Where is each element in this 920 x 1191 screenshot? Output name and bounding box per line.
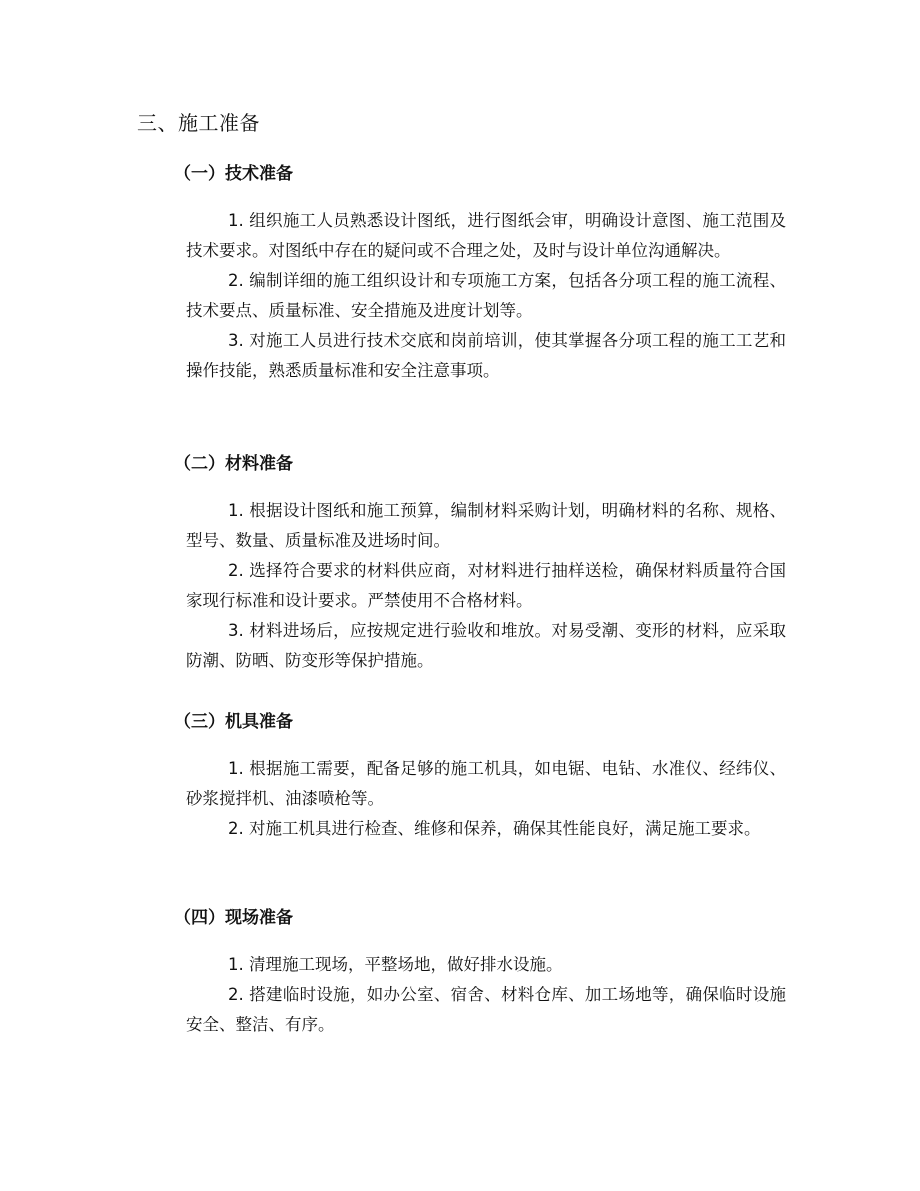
section-heading: （二）材料准备: [174, 454, 293, 474]
section-heading: （四）现场准备: [174, 908, 293, 928]
paragraph: 2. 选择符合要求的材料供应商，对材料进行抽样送检，确保材料质量符合国家现行标准和设计要求。严禁使用不合格材料。: [186, 561, 786, 610]
section-materials: [136, 452, 786, 676]
paragraph: 2. 搭建临时设施，如办公室、宿舍、材料仓库、加工场地等，确保临时设施安全、整洁、有序。: [186, 985, 786, 1034]
paragraph: 1. 根据设计图纸和施工预算，编制材料采购计划，明确材料的名称、规格、型号、数量、质量标准及进场时间。: [186, 501, 786, 550]
section-site: [136, 906, 786, 1040]
paragraph: 2. 编制详细的施工组织设计和专项施工方案，包括各分项工程的施工流程、技术要点、质量标准、安全措施及进度计划等。: [186, 271, 786, 320]
section-equipment: [136, 710, 786, 844]
paragraph-list: [186, 206, 786, 386]
paragraph: 3. 对施工人员进行技术交底和岗前培训，使其掌握各分项工程的施工工艺和操作技能，熟悉质量标准和安全注意事项。: [186, 331, 786, 380]
paragraph: 3. 材料进场后，应按规定进行验收和堆放。对易受潮、变形的材料，应采取防潮、防晒、防变形等保护措施。: [186, 621, 786, 670]
paragraph: 1. 清理施工现场，平整场地，做好排水设施。: [228, 955, 563, 974]
section-heading: （三）机具准备: [174, 712, 293, 732]
paragraph: 1. 根据施工需要，配备足够的施工机具，如电锯、电钻、水准仪、经纬仪、砂浆搅拌机、油漆喷枪等。: [186, 759, 786, 808]
paragraph: 2. 对施工机具进行检查、维修和保养，确保其性能良好，满足施工要求。: [228, 819, 761, 838]
section-heading: （一）技术准备: [174, 164, 293, 184]
section-technical: [136, 162, 786, 386]
paragraph-list: [186, 754, 786, 844]
paragraph-list: [186, 950, 786, 1040]
paragraph-list: [186, 496, 786, 676]
paragraph: 1. 组织施工人员熟悉设计图纸，进行图纸会审，明确设计意图、施工范围及技术要求。对图纸中存在的疑问或不合理之处，及时与设计单位沟通解决。: [186, 211, 786, 260]
page-title: 三、施工准备: [137, 111, 260, 135]
